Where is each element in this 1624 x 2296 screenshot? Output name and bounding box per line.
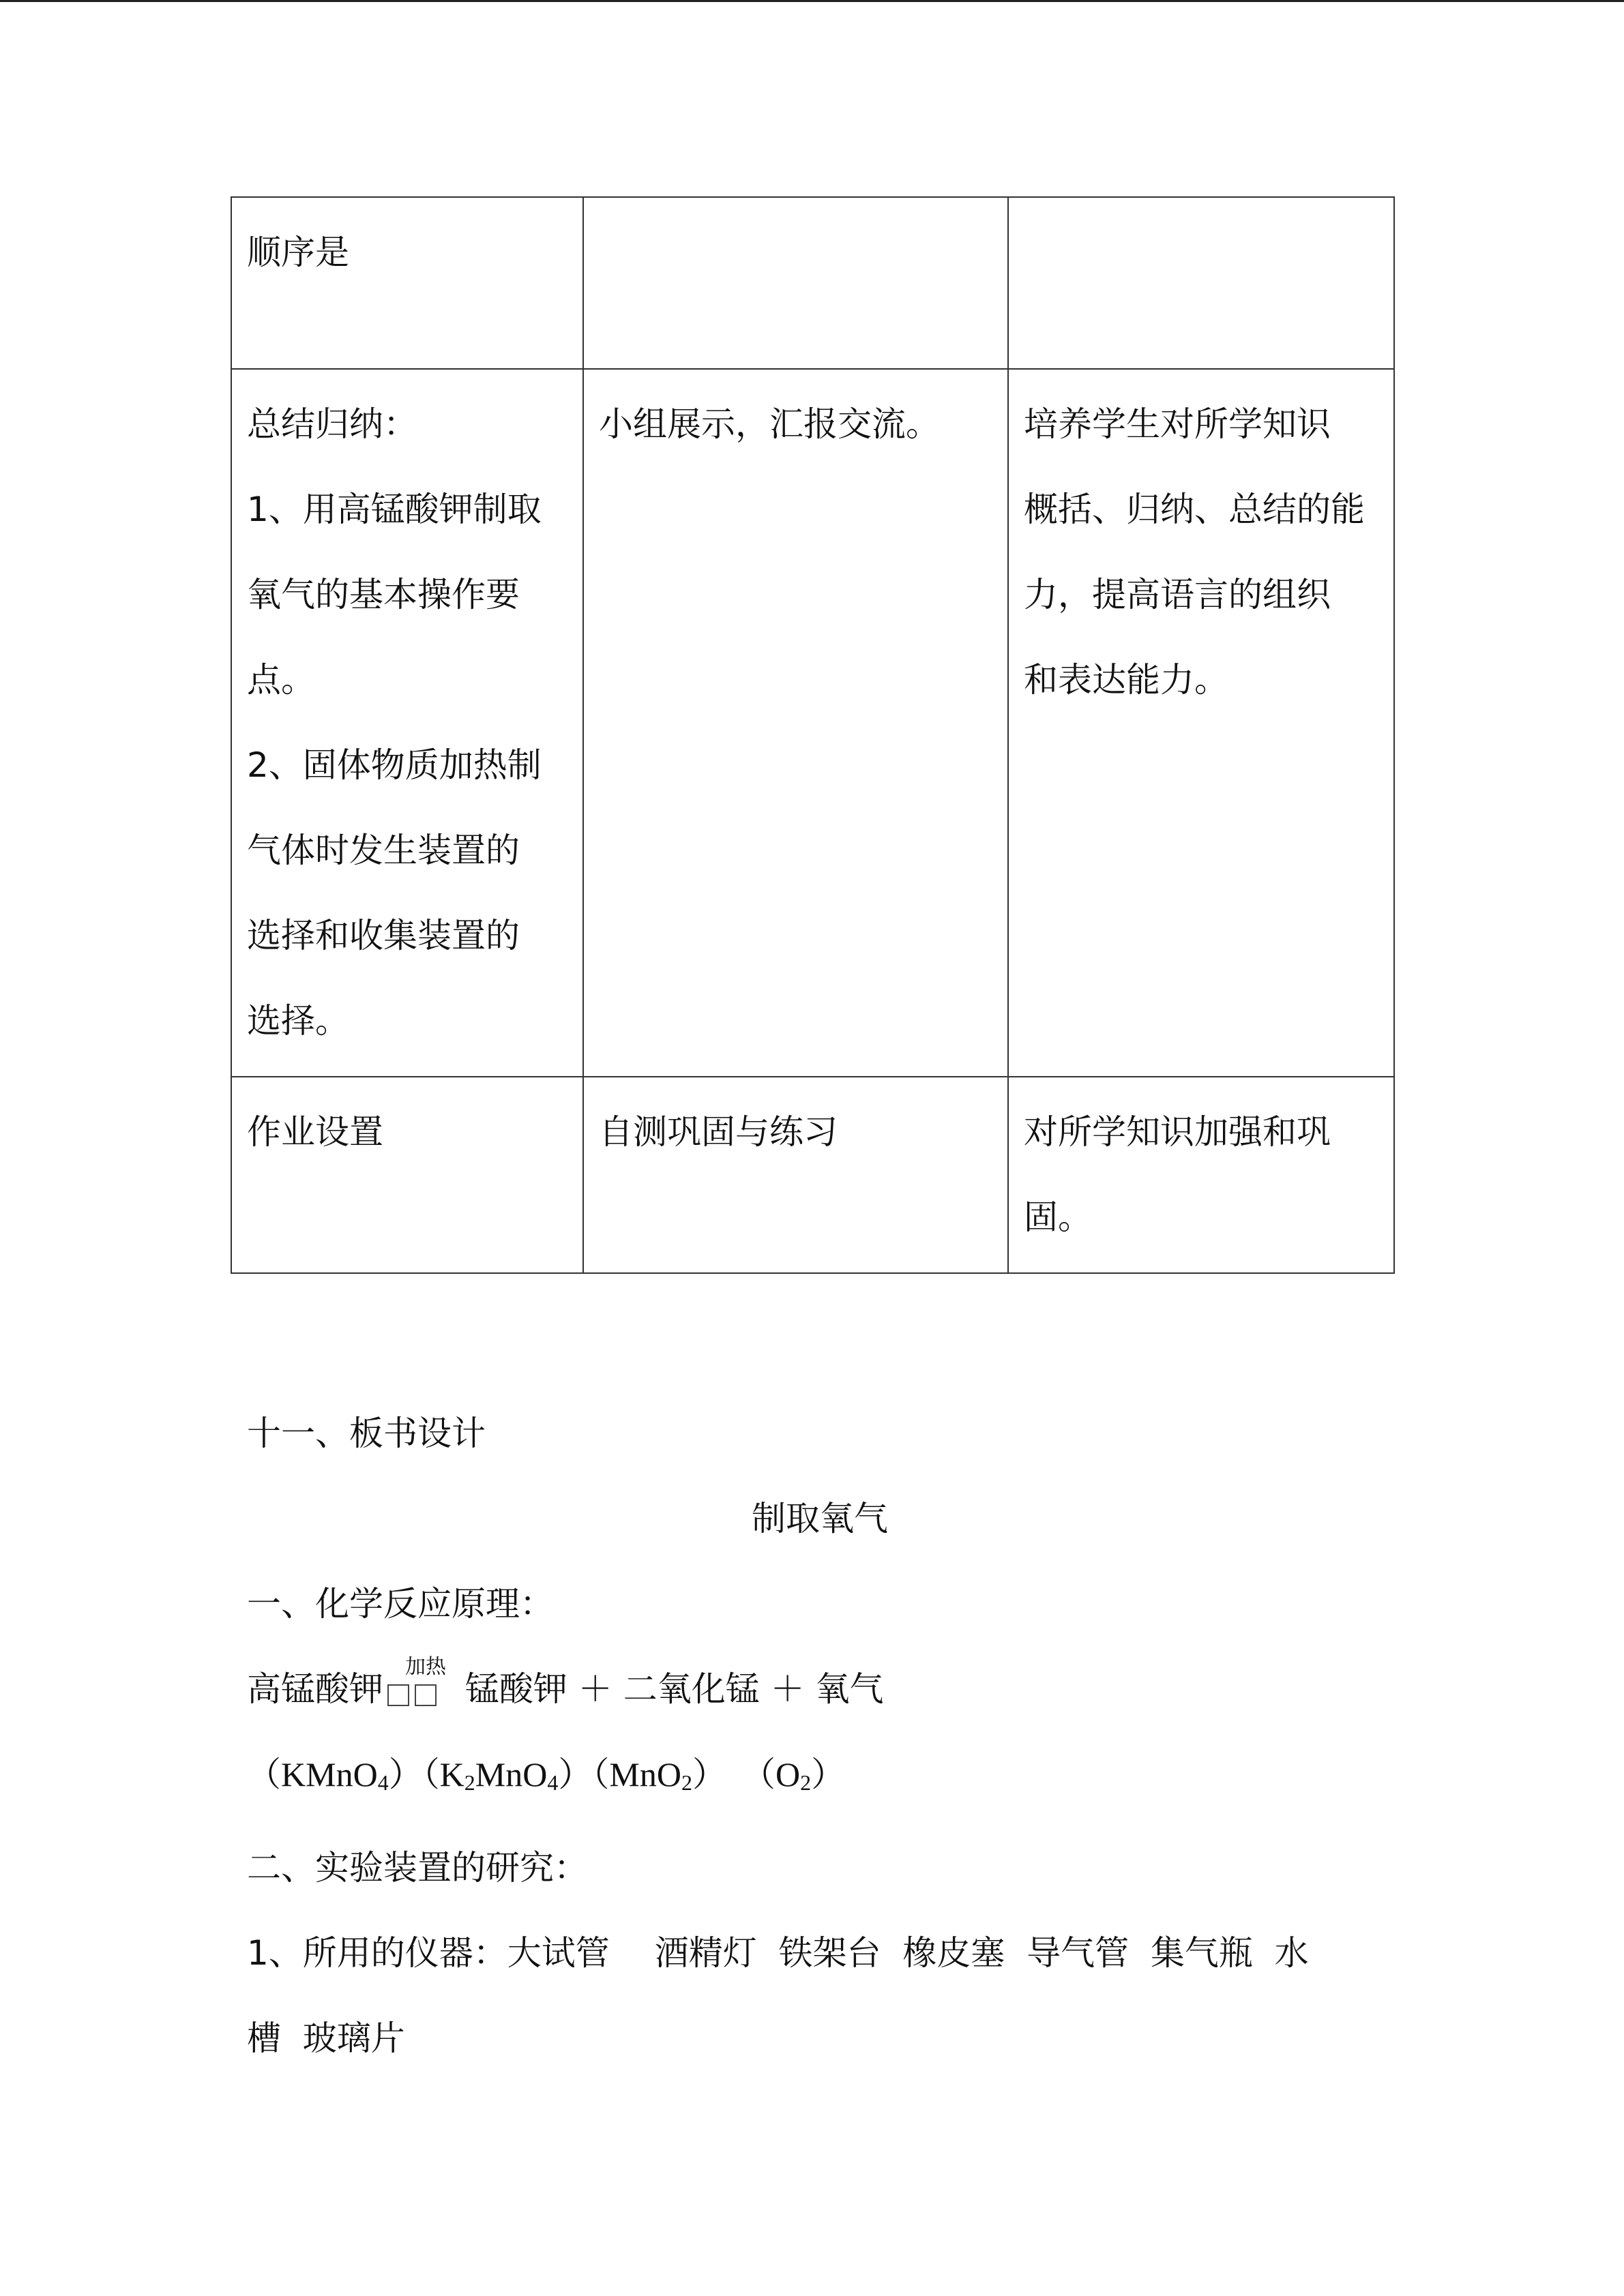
page-top-border <box>0 0 1624 2</box>
cell-line: 1、用高锰酸钾制取 <box>247 490 542 529</box>
cell-line: 力，提高语言的组织 <box>1024 575 1331 614</box>
cell-line: 顺序是 <box>247 233 349 272</box>
formula-bracket: ） <box>388 1755 423 1793</box>
formula-k2mno4: （K <box>422 1755 464 1793</box>
reaction-arrow-icon <box>385 1654 450 1709</box>
instruments-list: 1、所用的仪器：大试管 酒精灯 铁架台 橡皮塞 导气管 集气瓶 水 <box>247 1933 1309 1973</box>
section-heading: 十一、板书设计 <box>247 1414 486 1453</box>
cell-line: 总结归纳： <box>247 404 417 444</box>
formula-kmno4: （KMnO <box>247 1755 378 1793</box>
equation-reactant: 高锰酸钾 <box>247 1669 383 1709</box>
table-row <box>231 369 1394 1077</box>
cell-line: 气体时发生装置的 <box>247 831 520 870</box>
formula-part: MnO <box>475 1755 548 1793</box>
cell-line: 氧气的基本操作要 <box>247 575 520 614</box>
cell-line: 概括、归纳、总结的能 <box>1024 490 1365 529</box>
formula-o2: （O <box>741 1755 801 1793</box>
subsection-heading: 一、化学反应原理： <box>247 1584 554 1624</box>
cell-line: 培养学生对所学知识 <box>1024 404 1331 444</box>
table-cell-activity <box>231 369 583 1077</box>
lesson-plan-table <box>231 196 1395 1274</box>
table-cell-activity <box>231 197 583 369</box>
table-cell-activity <box>231 1077 583 1273</box>
table-cell-purpose <box>1008 369 1394 1077</box>
cell-line: 固。 <box>1024 1197 1092 1237</box>
table-cell-student <box>583 1077 1008 1273</box>
instruments-list-continued: 槽 玻璃片 <box>247 2018 405 2058</box>
cell-line: 点。 <box>247 660 315 700</box>
cell-line: 选择和收集装置的 <box>247 916 520 955</box>
word-equation <box>247 1647 1393 1732</box>
table-row <box>231 1077 1394 1273</box>
formula-subscript: 2 <box>464 1770 475 1795</box>
board-title: 制取氧气 <box>752 1499 888 1538</box>
cell-line: 对所学知识加强和巩 <box>1024 1112 1331 1152</box>
formula-bracket: ） <box>811 1755 846 1793</box>
formula-mno2: （MnO <box>592 1755 681 1793</box>
cell-line: 和表达能力。 <box>1024 660 1228 700</box>
board-design-section <box>247 1391 1393 2081</box>
table-cell-purpose <box>1008 1077 1394 1273</box>
formula-subscript: 4 <box>377 1770 389 1795</box>
reaction-condition: 加热 <box>405 1654 446 1679</box>
chemical-formulas <box>247 1732 1393 1825</box>
cell-line: 2、固体物质加热制 <box>247 745 542 785</box>
cell-line: 小组展示，汇报交流。 <box>599 404 940 444</box>
formula-bracket: ） <box>692 1755 726 1793</box>
table-cell-purpose <box>1008 197 1394 369</box>
table-cell-student <box>583 369 1008 1077</box>
cell-line: 选择。 <box>247 1001 349 1041</box>
table-cell-student <box>583 197 1008 369</box>
table-row <box>231 197 1394 369</box>
cell-line: 作业设置 <box>247 1112 383 1152</box>
cell-line: 自测巩固与练习 <box>599 1112 838 1152</box>
formula-subscript: 2 <box>681 1770 692 1795</box>
formula-bracket: ） <box>558 1755 593 1793</box>
formula-subscript: 4 <box>547 1770 559 1795</box>
subsection-heading: 二、实验装置的研究： <box>247 1848 588 1888</box>
formula-subscript: 2 <box>800 1770 812 1795</box>
equation-products: 锰酸钾 ＋ 二氧化锰 ＋ 氧气 <box>464 1669 884 1709</box>
